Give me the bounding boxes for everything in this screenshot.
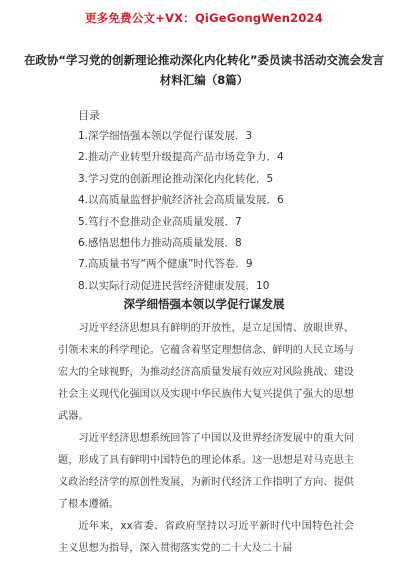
body-paragraph: 习近平经济思想具有鲜明的开放性，是立足国情、放眼世界、引领未来的科学理论。它蕴含着坚定理想信念、鲜明的人民立场与宏大的全球视野，为推动经济高质量发展有效应对风险挑战、建设社会主义现代化强国以及实现中华民族伟大复兴提供了强大的思想武器。 xyxy=(58,323,354,422)
toc-item: 2.推动产业转型升级提高产品市场竞争力．4 xyxy=(78,151,284,164)
body-paragraph: 习近平经济思想系统回答了中国以及世界经济发展中的重大问题，形成了具有鲜明中国特色的理论体系。这一思想是对马克思主义政治经济学的原创性发展，为新时代经济工作指明了方向、提供了根本遵循。 xyxy=(58,433,354,510)
toc-item: 7.高质量书写“两个健康”时代答卷．9 xyxy=(78,258,253,271)
document-title: 在政协“学习党的创新理论推动深化内化转化”委员读书活动交流会发言材料汇编（8篇） xyxy=(23,53,385,87)
body-paragraph: 近年来，xx省委、省政府坚持以习近平新时代中国特色社会主义思想为指导，深入贯彻落实党的二十大及二十届 xyxy=(58,521,354,554)
toc-item: 4.以高质量监督护航经济社会高质量发展．6 xyxy=(78,194,284,207)
toc-item: 6.感悟思想伟力推动高质量发展．8 xyxy=(78,237,242,250)
toc-item: 1.深学细悟强本领以学促行谋发展．3 xyxy=(78,130,253,142)
toc-item: 5.笃行不怠推动企业高质量发展．7 xyxy=(78,215,242,228)
toc-item: 3.学习党的创新理论推动深化内化转化．5 xyxy=(78,172,274,185)
toc-heading: 目录 xyxy=(78,109,100,122)
promo-banner: 更多免费公文+VX：QiGeGongWen2024 xyxy=(85,11,323,25)
section-body xyxy=(58,318,354,560)
table-of-contents xyxy=(78,126,378,297)
toc-item: 8.以实际行动促进民营经济健康发展．10 xyxy=(78,279,270,292)
section-title: 深学细悟强本领以学促行谋发展 xyxy=(123,297,285,311)
